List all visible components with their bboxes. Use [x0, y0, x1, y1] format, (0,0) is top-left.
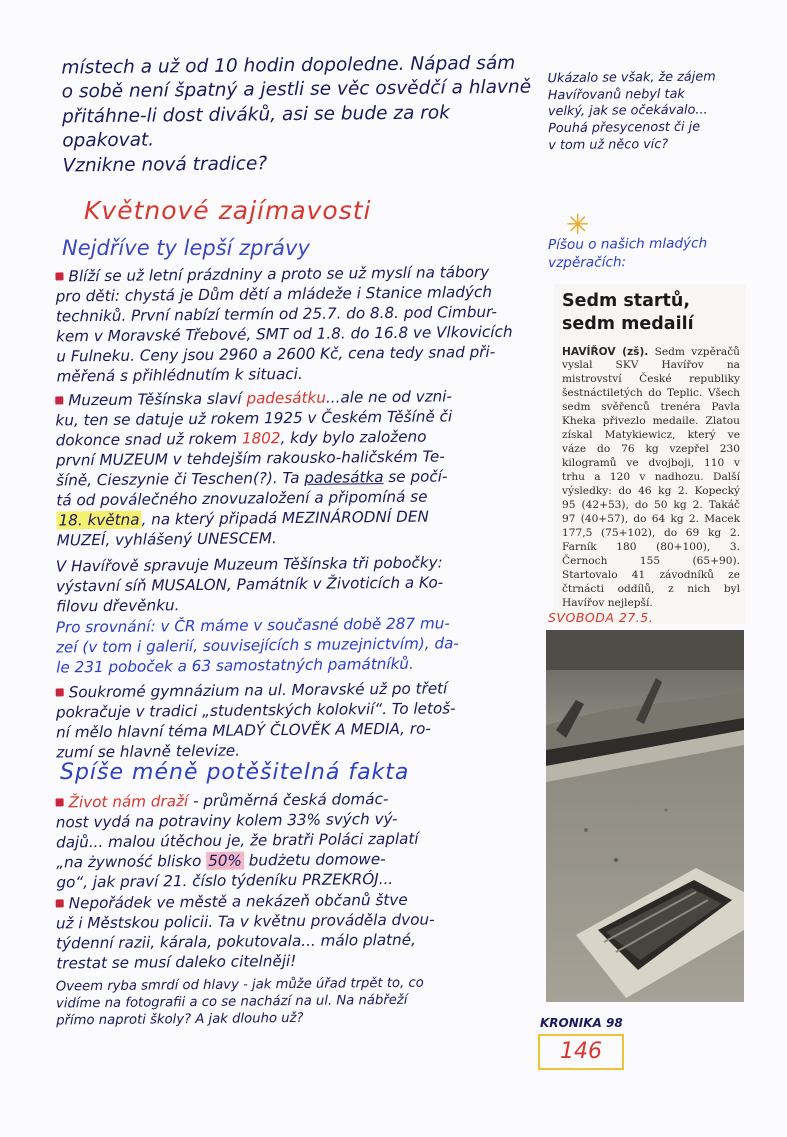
page-number: 146 — [538, 1034, 624, 1070]
percent-highlight: 50% — [208, 851, 243, 871]
museum-fifty-underlined: padesátka — [304, 468, 384, 488]
cost-of-living-text-1: - průměrná česká domác- nost vydá na potraviny kolem 33% svých vý- dajů... malou útěchou je, že bratři Poláci zaplatí „na żywność blisko — [55, 790, 419, 872]
holiday-camps-text: Blíží se už letní prázdniny a proto se už myslí na tábory pro děti: chystá je Dům dětí a mládeže i Stanice mladých techniků. První nabízí termín od 25.7. do 8.8. pod Cimbur- kem v Moravské Třebové, SMT od 1.8. do 16.8 ve Vlkovicích u Fulneku. Ceny jsou 2960 a 2600 Kč, cena tedy snad při- měřená s přihlédnutím k situaci. — [55, 262, 513, 386]
museum-text-4: se počí- tá od poválečného znovuzaložení a připomíná se — [56, 467, 448, 510]
star-icon: ✳ — [566, 208, 590, 241]
cost-of-living-item — [55, 788, 532, 893]
museum-branches-text: V Havířově spravuje Muzeum Těšínska tři pobočky: výstavní síň MUSALON, Památník v Životicích a Ko- filovu dřevěnku. — [55, 553, 444, 616]
intro-text: místech a už od 10 hodin dopoledne. Nápad sám o sobě není špatný a jestli se věc osvědčí a hlavně přitáhne-li dost diváků, asi se bude za rok opakovat. Vznikne nová tradice? — [61, 52, 532, 177]
subhead-good-news: Nejdříve ty lepší zprávy — [62, 236, 310, 260]
disorder-text: Nepořádek ve městě a nekázeň občanů štve už i Městskou policii. Ta v květnu prováděla dvou- týdenní razii, kárala, pokutovala... málo platné, trestat se musí daleko citelněji! — [55, 890, 435, 973]
holiday-camps-item — [55, 262, 532, 387]
side-note: Ukázalo se však, že zájem Havířovanů nebyl tak velký, jak se očekávalo... Pouhá přesycenost či je v tom už něco víc? — [547, 69, 716, 153]
bullet-icon — [56, 798, 64, 806]
fish-item: Oveem ryba smrdí od hlavy - jak může úřad trpět to, co vidíme na fotografii a co se nachází na ul. Na nábřeží přímo naproti školy? A jak dlouho už? — [55, 975, 424, 1029]
cost-of-living-title: Život nám draží — [68, 792, 189, 812]
photo-broken-grate — [546, 630, 744, 1002]
museum-text-2: ...ale ne od vzni- ku, ten se datuje už rokem 1925 v Českém Těšíně či dokonce snad už rokem — [55, 387, 453, 450]
museum-fifty-label: padesátku — [246, 388, 327, 408]
museum-text-5: , na který připadá MEZINÁRODNÍ DEN MUZEÍ, vyhlášený UNESCEM. — [56, 507, 429, 550]
museum-day-highlight: 18. května — [58, 510, 140, 530]
museum-text-3: , kdy bylo založeno první MUZEUM v tehdejším rakousko-haličském Te- šíně, Cieszynie či Teschen(?). Ta — [55, 427, 445, 490]
museum-text-1: Muzeum Těšínska slaví — [68, 389, 247, 410]
bullet-icon — [55, 396, 63, 404]
subhead-bad-news: Spíše méně potěšitelná fakta — [60, 760, 410, 785]
clipping-dateline: HAVÍŘOV (zš). — [562, 345, 649, 358]
clipping-heading: Píšou o našich mladých vzpěračích: — [547, 235, 708, 271]
museum-item — [55, 386, 533, 551]
clipping-body — [562, 346, 740, 611]
newspaper-clipping — [554, 284, 746, 624]
clipping-title: Sedm startů, sedm medailí — [562, 291, 694, 334]
comparison-note: Pro srovnání: v ČR máme v současné době 287 mu- zeí (v tom i galerií, souvisejících s muzejnictvím), da- le 231 poboček a 63 samostatných památníků. — [55, 614, 459, 677]
cost-of-living-text-2: budżetu domowe- go“, jak praví 21. číslo týdeníku PRZEKRÓJ... — [56, 850, 394, 892]
chronicle-label: KRONIKA 98 — [540, 1016, 623, 1030]
clipping-source: SVOBODA 27.5. — [548, 610, 654, 625]
bullet-icon — [56, 688, 64, 696]
bullet-icon — [56, 899, 64, 907]
museum-year: 1802 — [241, 429, 281, 448]
photo-image — [546, 630, 744, 1002]
disorder-item — [56, 889, 533, 974]
clipping-text: Sedm vzpěračů vyslal SKV Havířov na mistrovství České republiky šestnáctiletých do Teplic. Všech sedm svěřenců trenéra Pavla Kheka přivezlo medaile. Zlatou získal Matykiewicz, který ve váze do 76 kg vzepřel 230 kilogramů ve dvojboji, 110 v trhu a 120 v nadhozu. Další výsledky: do 46 kg 2. Kopecký 95 (42+53), do 50 kg 2. Takáč 97 (40+57), do 64 kg 2. Macek 177,5 (75+102), do 69 kg 2. Farník 180 (80+100), 3. Černoch 155 (65+90). Startovalo 41 závodníků ze čtrnácti oddílů, z nich byl Havířov nejlepší. — [562, 345, 740, 609]
section-title: Květnové zajímavosti — [84, 196, 372, 225]
bullet-icon — [55, 272, 63, 280]
gymnasium-item — [56, 678, 533, 763]
gymnasium-text: Soukromé gymnázium na ul. Moravské už po třetí pokračuje v tradici „studentských kolokvií“. To letoš- ní mělo hlavní téma MLADÝ ČLOVĚK A MEDIA, ro- zumí se hlavně televize. — [55, 679, 456, 762]
